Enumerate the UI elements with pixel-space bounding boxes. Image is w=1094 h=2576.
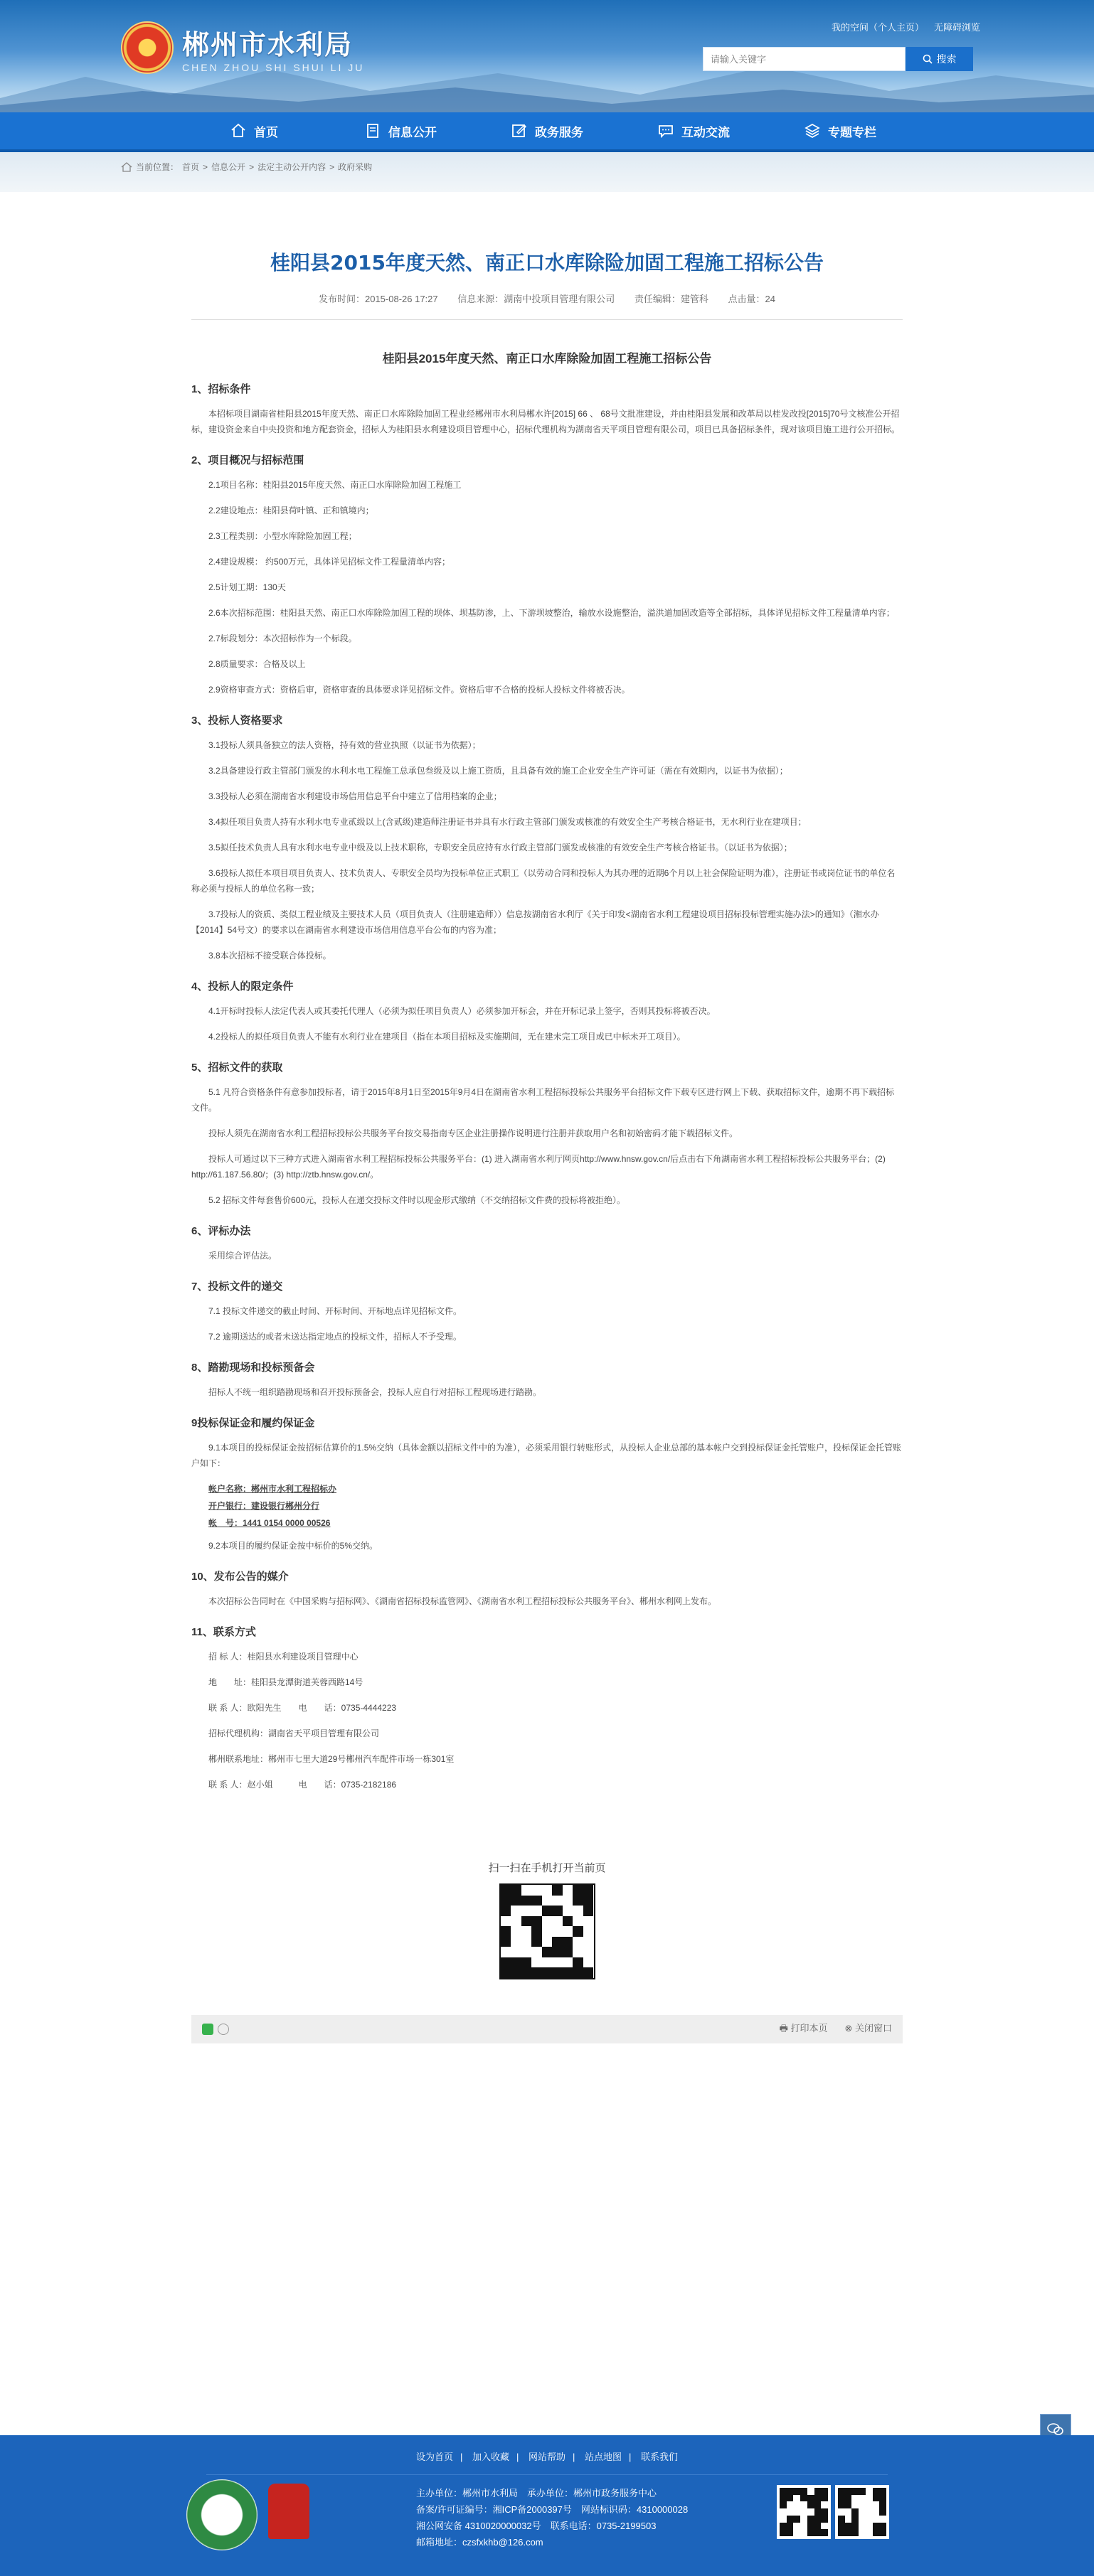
section-paragraph: 3.2具备建设行政主管部门颁发的水利水电工程施工总承包叁级及以上施工资质，且具备有效的施工企业安全生产许可证（需在有效期内，以证书为依据）； [208, 766, 788, 776]
breadcrumb-item[interactable]: 信息公开 [211, 162, 246, 172]
national-emblem-icon [121, 21, 174, 74]
section-heading: 7、投标文件的递交 [191, 1281, 283, 1293]
close-window-button[interactable]: ⊗ 关闭窗口 [844, 2023, 892, 2033]
search-button[interactable] [906, 47, 973, 71]
section-paragraph: 9.1本项目的投标保证金按招标估算价的1.5%交纳（具体金额以招标文件中的为准），必须采用银行转账形式，从投标人企业总部的基本帐户交到投标保证金托管账户，投标保证金托管账户如下： [191, 1443, 902, 1468]
search-icon [923, 54, 933, 64]
footer-line: 湘公网安备 4310020000032号 联系电话：0735-2199503 [416, 2521, 657, 2531]
add-favorite-link[interactable]: 加入收藏 [472, 2452, 509, 2462]
chat-icon [657, 122, 674, 139]
nav-info-public[interactable] [327, 112, 474, 149]
article-title: 桂阳县2015年度天然、南正口水库除险加固工程施工招标公告 [270, 251, 824, 274]
nav-label: 专题专栏 [828, 125, 876, 139]
footer-qr-code [835, 2485, 889, 2539]
help-link[interactable]: 网站帮助 [528, 2452, 565, 2462]
nav-label: 信息公开 [388, 125, 437, 139]
section-heading: 1、招标条件 [191, 383, 251, 395]
section-paragraph: 2.8质量要求：合格及以上 [208, 659, 306, 669]
footer-links: 设为首页 | 加入收藏 | 网站帮助 | 站点地图 | 联系我们 [415, 2452, 679, 2462]
nav-label: 互动交流 [681, 125, 730, 139]
site-logo[interactable] [121, 21, 364, 74]
section-paragraph: 3.4拟任项目负责人持有水利水电专业贰级以上(含贰级)建造师注册证书并具有水行政主管部门颁发或核准的有效安全生产考核合格证书，无水利行业在建项目； [208, 817, 807, 827]
section-heading: 10、发布公告的媒介 [191, 1571, 289, 1583]
qr-caption: 扫一扫在手机打开当前页 [488, 1862, 606, 1874]
nav-label: 首页 [254, 125, 278, 139]
section-heading: 3、投标人资格要求 [191, 715, 283, 727]
party-government-badge[interactable] [186, 2479, 257, 2550]
police-badge[interactable] [268, 2484, 309, 2539]
section-paragraph: 3.1投标人须具备独立的法人资格，持有效的营业执照（以证书为依据）； [208, 740, 481, 750]
mobile-qr-section [191, 1860, 903, 1979]
section-paragraph: 招标人不统一组织踏勘现场和召开投标预备会，投标人应自行对招标工程现场进行踏勘。 [208, 1387, 542, 1397]
print-button[interactable]: 🖶 打印本页 [779, 2023, 828, 2033]
wechat-icon [1047, 2422, 1064, 2437]
wechat-share-icon[interactable] [202, 2024, 213, 2035]
editor: 责任编辑：建管科 [634, 294, 708, 304]
section-paragraph: 本次招标公告同时在《中国采购与招标网》、《湖南省招标投标监管网》、《湖南省水利工程招标投标公共服务平台》、郴州水利网上发布。 [208, 1596, 717, 1606]
section-paragraph: 4.2投标人的拟任项目负责人不能有水利行业在建项目（指在本项目招标及实施期间，无在建未完工项目或已中标未开工项目）。 [208, 1032, 686, 1042]
section-heading: 5、招标文件的获取 [191, 1062, 283, 1074]
section-paragraph: 本招标项目湖南省桂阳县2015年度天然、南正口水库除险加固工程业经郴州市水利局郴水许[2015] 66 、 68号文批准建设，并由桂阳县发展和改革局以桂发改投[2015]70号文核准公开招标，建设资金来自中央投资和地方配套资金，招标人为桂阳县水利建设项目管理中心，招标代理机构为湖南省天平项目管理有限公司，项目已具备招标条件，现对该项目施工进行公开招标。 [191, 409, 901, 434]
sitemap-link[interactable]: 站点地图 [585, 2452, 622, 2462]
nav-home[interactable] [181, 112, 327, 149]
section-paragraph: 2.4建设规模： 约500万元，具体详见招标文件工程量清单内容； [208, 557, 451, 567]
site-header [0, 0, 1094, 112]
section-heading: 9投标保证金和履约保证金 [191, 1417, 315, 1429]
accessibility-link[interactable]: 无障碍浏览 [933, 22, 980, 33]
section-paragraph: 5.2 招标文件每套售价600元，投标人在递交投标文件时以现金形式缴纳（不交纳招标文件费的投标将被拒绝）。 [208, 1195, 626, 1205]
section-paragraph: 5.1 凡符合资格条件有意参加投标者，请于2015年8月1日至2015年9月4日在湖南省水利工程招标投标公共服务平台招标文件下载专区进行网上下载、获取招标文件，逾期不再下载招标文件。 [191, 1087, 895, 1113]
footer-line: 备案/许可证编号：湘ICP备2000397号 网站标识码：4310000028 [416, 2504, 689, 2515]
section-paragraph: 地 址：桂阳县龙潭街道芙蓉西路14号 [208, 1677, 363, 1687]
nav-label: 政务服务 [535, 125, 583, 139]
section-paragraph: 2.3工程类别：小型水库除险加固工程； [208, 531, 357, 541]
set-homepage-link[interactable]: 设为首页 [415, 2452, 453, 2462]
section-heading: 2、项目概况与招标范围 [191, 454, 304, 466]
site-name-pinyin: CHEN ZHOU SHI SHUI LI JU [182, 61, 365, 73]
section-paragraph: 9.2本项目的履约保证金按中标价的5%交纳。 [208, 1541, 378, 1551]
section-heading: 8、踏勘现场和投标预备会 [191, 1362, 315, 1374]
section-paragraph: 2.7标段划分：本次招标作为一个标段。 [208, 634, 357, 643]
section-paragraph: 3.7投标人的资质、类似工程业绩及主要技术人员（项目负责人（注册建造师））信息按湖南省水利厅《关于印发<湖南省水利工程建设项目招标投标管理实施办法>的通知》（湘水办【2014】54号文）的要求以在湖南省水利建设市场信用信息平台公布的内容为准； [191, 909, 879, 935]
footer-qr-code [777, 2485, 831, 2539]
home-icon [230, 122, 247, 139]
section-paragraph: 2.9资格审查方式：资格后审，资格审查的具体要求详见招标文件。资格后审不合格的投标人投标文件将被否决。 [208, 685, 630, 695]
breadcrumb: 当前位置： 首页 > 信息公开 > 法定主动公开内容 > 政府采购 [121, 161, 372, 173]
section-paragraph: 招 标 人：桂阳县水利建设项目管理中心 [208, 1652, 359, 1662]
section-paragraph: 3.6投标人拟任本项目项目负责人、技术负责人、专职安全员均为投标单位正式职工（以劳动合同和投标人为其办理的近期6个月以上社会保险证明为准），注册证书或岗位证书的单位名称必须与投标人的单位名称一致； [191, 868, 896, 894]
search-button-label: 搜索 [936, 53, 957, 65]
section-paragraph: 2.1项目名称：桂阳县2015年度天然、南正口水库除险加固工程施工 [208, 480, 462, 490]
footer-line: 邮箱地址：czsfxkhb@126.com [416, 2537, 543, 2548]
nav-special[interactable] [767, 112, 913, 149]
site-footer [0, 2435, 1094, 2576]
footer-info [416, 2485, 688, 2550]
section-paragraph: 帐户名称：郴州市水利工程招标办 [208, 1484, 337, 1494]
weibo-share-icon[interactable] [218, 2024, 229, 2035]
article-container [191, 247, 903, 2043]
section-paragraph: 招标代理机构：湖南省天平项目管理有限公司 [208, 1728, 380, 1738]
close-label: 关闭窗口 [854, 2023, 892, 2033]
section-paragraph: 开户银行：建设银行郴州分行 [208, 1501, 320, 1511]
nav-services[interactable] [474, 112, 620, 149]
search-box [703, 47, 973, 71]
footer-divider [206, 2474, 888, 2475]
footer-line: 主办单位：郴州市水利局 承办单位：郴州市政务服务中心 [416, 2488, 657, 2498]
section-paragraph: 帐 号：1441 0154 0000 00526 [208, 1518, 331, 1528]
section-paragraph: 7.2 逾期送达的或者未送达指定地点的投标文件，招标人不予受理。 [208, 1332, 462, 1342]
section-paragraph: 7.1 投标文件递交的截止时间、开标时间、开标地点详见招标文件。 [208, 1306, 462, 1316]
article-toolbar [191, 2015, 903, 2043]
qr-code-image [499, 1883, 595, 1979]
hit-count: 点击量：24 [728, 294, 776, 304]
top-links [832, 20, 980, 33]
section-paragraph: 投标人可通过以下三种方式进入湖南省水利工程招标投标公共服务平台：(1) 进入湖南省水利厅网页http://www.hnsw.gov.cn/后点击右下角湖南省水利工程招标投标公共服务平台；(2) http://61.187.56.80/；(3) http://ztb.hnsw.gov.cn/。 [191, 1154, 886, 1180]
section-paragraph: 4.1开标时投标人法定代表人或其委托代理人（必须为拟任项目负责人）必须参加开标会，并在开标记录上签字，否则其投标将被否决。 [208, 1006, 716, 1016]
home-icon [121, 162, 132, 172]
breadcrumb-item[interactable]: 首页 [182, 162, 200, 172]
section-heading: 6、评标办法 [191, 1225, 251, 1237]
breadcrumb-bar [0, 152, 1094, 192]
section-heading: 4、投标人的限定条件 [191, 980, 294, 993]
breadcrumb-item[interactable]: 法定主动公开内容 [257, 162, 326, 172]
section-paragraph: 郴州联系地址：郴州市七里大道29号郴州汽车配件市场一栋301室 [208, 1754, 455, 1764]
breadcrumb-item[interactable]: 政府采购 [338, 162, 373, 172]
document-title: 桂阳县2015年度天然、南正口水库除险加固工程施工招标公告 [382, 352, 712, 365]
section-paragraph: 3.3投标人必须在湖南省水利建设市场信用信息平台中建立了信用档案的企业； [208, 791, 502, 801]
section-paragraph: 2.5计划工期：130天 [208, 582, 286, 592]
layers-icon [804, 122, 821, 139]
section-paragraph: 投标人须先在湖南省水利工程招标投标公共服务平台按交易指南专区企业注册操作说明进行注册并获取用户名和初始密码才能下载招标文件。 [208, 1128, 738, 1138]
section-paragraph: 采用综合评估法。 [208, 1251, 277, 1261]
search-input[interactable] [703, 47, 906, 71]
section-paragraph: 联 系 人：欧阳先生 电 话：0735-4444223 [208, 1703, 397, 1713]
section-paragraph: 联 系 人：赵小姐 电 话：0735-2182186 [208, 1780, 397, 1790]
print-label: 打印本页 [790, 2023, 828, 2033]
section-paragraph: 2.2建设地点：桂阳县荷叶镇、正和镇境内； [208, 506, 374, 515]
section-paragraph: 2.6本次招标范围：桂阳县天然、南正口水库除险加固工程的坝体、坝基防渗，上、下游坝坡整治，输放水设施整治，溢洪道加固改造等全部招标，具体详见招标文件工程量清单内容； [208, 608, 895, 618]
info-source: 信息来源：湖南中投项目管理有限公司 [457, 294, 615, 304]
personal-space-link[interactable]: 我的空间（个人主页） [831, 22, 924, 33]
contact-link[interactable]: 联系我们 [641, 2452, 679, 2462]
article-meta [191, 292, 903, 320]
breadcrumb-prefix: 当前位置： [136, 162, 179, 172]
site-name: 郴州市水利局 [182, 28, 354, 60]
document-icon [364, 122, 381, 139]
main-nav [0, 112, 1094, 152]
edit-icon [511, 122, 528, 139]
section-paragraph: 3.5拟任技术负责人具有水利水电专业中级及以上技术职称，专职安全员应持有水行政主管部门颁发或核准的有效安全生产考核合格证书。（以证书为依据）； [208, 843, 792, 853]
section-heading: 11、联系方式 [191, 1626, 256, 1638]
article-body [191, 382, 903, 1792]
section-paragraph: 3.8本次招标不接受联合体投标。 [208, 951, 331, 961]
nav-interaction[interactable] [620, 112, 767, 149]
publish-date: 发布时间：2015-08-26 17:27 [318, 294, 438, 304]
